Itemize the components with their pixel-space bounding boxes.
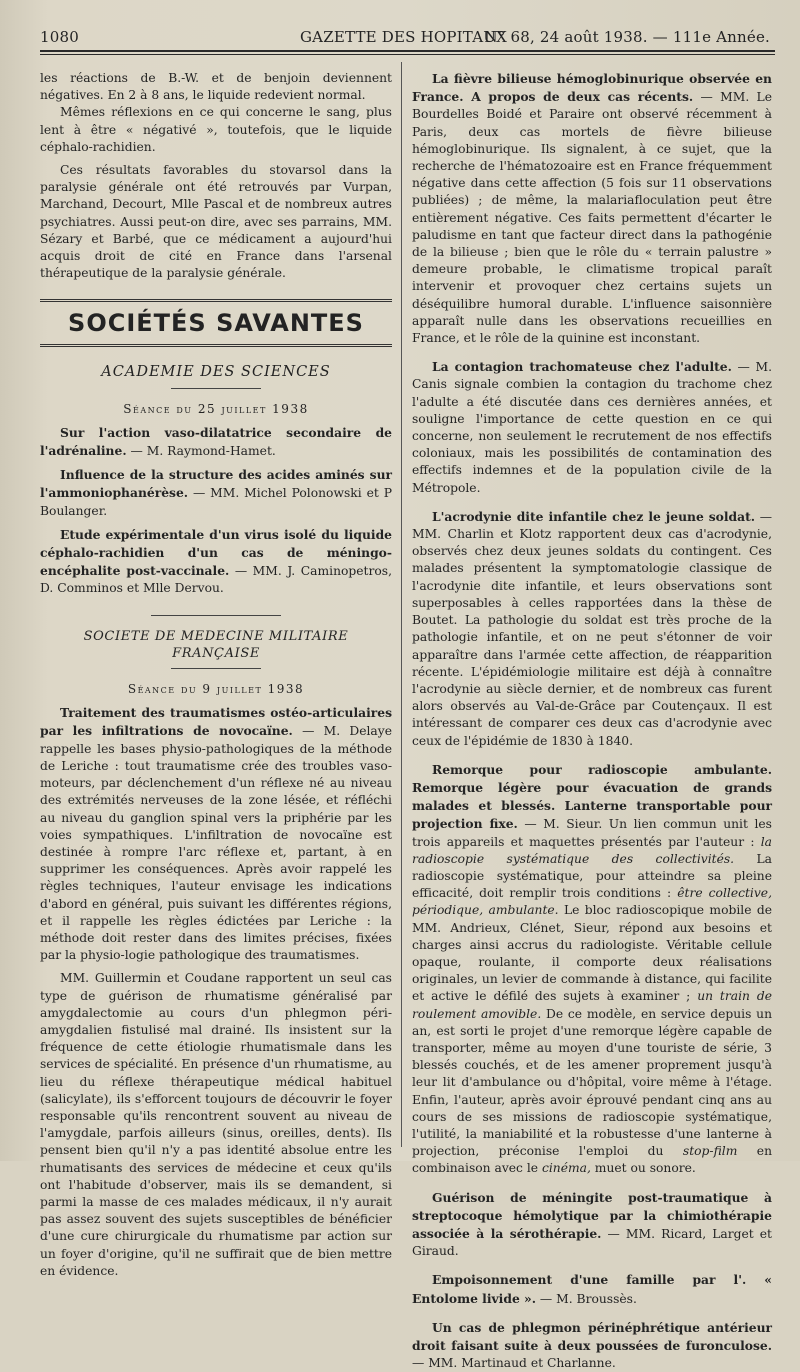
communication-title: Guérison de méningite post-traumatique à streptocoque hémolytique par la chimiothérapie associée à la sérothérapie.	[412, 1189, 772, 1241]
header-rule-thin	[40, 54, 775, 55]
communication-text: — M. Canis signale combien la contagion du trachome chez l'adulte a été discutée dans ces dernières années, et souligne l'importance de cette question en ce qui concerne, non seulement le recrutement de nos effectifs coloniaux, mais les possibilités de contamination des effectifs indemnes et de la population civile de la Métropole.	[412, 360, 772, 495]
communication-title: Empoisonnement d'une famille par l'. « Entolome livide ».	[412, 1272, 772, 1306]
communication	[412, 1189, 772, 1261]
academy-heading: ACADEMIE DES SCIENCES	[101, 364, 331, 381]
paragraph: les réactions de B.-W. et de benjoin deviennent négatives. En 2 à 8 ans, le liquide redevient normal.	[40, 71, 392, 103]
column-divider	[401, 62, 402, 1147]
communication-text: — M. Delaye rappelle les bases physio-pathologiques de la méthode de Leriche : tout traumatisme crée des troubles vaso-moteurs, par déclenchement d'un réflexe né au niveau des extrémités nerveuses de la zone lésée, et réfléchi au niveau du ganglion spinal vers la priphérie par les voies sympathiques. L'infiltration de novocaïne est destinée à rompre l'arc réflexe et, partant, à en supprimer les conséquences. Après avoir rappelé les règles techniques, l'auteur envisage les indications d'abord en général, puis suivant les différentes régions, et il rappelle les règles édictées par Leriche : la méthode doit rester dans des limites précises, fixées par la physio-logie pathologique des traumatismes.	[40, 724, 392, 963]
divider	[171, 668, 261, 669]
communication-title: Traitement des traumatismes ostéo-articulaires par les infiltrations de novocaïne.	[40, 705, 392, 739]
communication-text: — MM. Charlin et Klotz rapportent deux cas d'acrodynie, observés chez deux jeunes soldats du contingent. Ces malades présentent la symptomatologie classique de l'acrodynie dite infantile, et leurs observations sont superposables à celles rapportées dans la thèse de Boutet. La pathologie du soldat est très proche de la pathologie infantile, et on ne peut s'étonner de voir apparaître dans l'armée cette affection, de réapparition récente. L'épidémiologie militaire est déjà à connaître l'acrodynie au siècle dernier, et de nombreux cas furent alors observés au Val-de-Grâce par Coutençaux. Il est intéressant de comparer ces deux cas d'acrodynie avec ceux de l'épidémie de 1830 à 1840.	[412, 509, 772, 748]
communication	[412, 70, 772, 347]
right-column	[412, 70, 772, 1372]
communication	[40, 424, 392, 460]
communication-title: La contagion trachomateuse chez l'adulte.	[432, 359, 732, 375]
communication-authors: — M. Broussès.	[536, 1291, 637, 1306]
paragraph: Ces résultats favorables du stovarsol dans la paralysie générale ont été retrouvés par Vurpan, Marchand, Decourt, Mlle Pascal et de nombreux autres psychiatres. Aussi peut-on dire, avec ses parrains, MM. Sézary et Barbé, que ce médicament a aujourd'hui acquis droit de cité en France dans l'arsenal thérapeutique de la paralysie générale.	[40, 163, 392, 281]
page-number: 1080	[40, 28, 79, 46]
communication	[412, 1271, 772, 1307]
session-date: Séance du 25 juillet 1938	[123, 401, 309, 416]
header-rule	[40, 50, 775, 52]
society-heading: SOCIETE DE MEDECINE MILITAIRE FRANÇAISE	[83, 628, 349, 661]
section-rule	[40, 344, 392, 347]
communication	[412, 508, 772, 750]
section-title: SOCIÉTÉS SAVANTES	[68, 309, 364, 338]
divider	[151, 615, 281, 616]
communication-title: Influence de la structure des acides aminés sur l'ammoniophanérèse.	[40, 467, 392, 501]
communication: Remorque pour radioscopie ambulante. Remorque légère pour évacuation de grands malades et blessés. Lanterne transportable pour projection fixe. — M. Sieur. Un lien commun unit les trois appareils et maquettes présentés par l'auteur : la radioscopie systématique des collectivités. La radioscopie systématique, pour atteindre sa pleine efficacité, doit remplir trois conditions : être collective, périodique, ambulante. Le bloc radioscopique mobile de MM. Andrieux, Clénet, Sieur, répond aux besoins et charges ainsi accrus du radiologiste. Véritable cellule opaque, roulante, il comporte deux réalisations originales, un levier de commande à distance, qui facilite et active le défilé des sujets à examiner ; un train de roulement amovible. De ce modèle, en service depuis un an, est sorti le projet d'une remorque légère capable de transporter, même au moyen d'une touriste de série, 3 blessés couchés, et de les amener proprement jusqu'à leur lit d'ambulance ou d'hôpital, voire même à l'étage. Enfin, l'auteur, après avoir éprouvé pendant cinq ans au cours de ses missions de radioscopie systématique, l'utilité, la maniabilité et la robustesse d'une lanterne à projection, préconise l'emploi du stop-film en combinaison avec le cinéma, muet ou sonore.	[412, 761, 772, 1176]
communication-authors: — M. Raymond-Hamet.	[126, 444, 276, 459]
communication	[40, 704, 392, 964]
communication	[412, 358, 772, 497]
communication-text: — MM. Le Bourdelles Boidé et Paraire ont observé récemment à Paris, deux cas mortels de fièvre bilieuse hémoglobinurique. Ils signalent, à ce sujet, que la recherche de l'hématozoaire est en France fréquemment négative dans cette affection (5 fois sur 11 observations publiées) ; de même, la malariafloculation peut être entièrement négative. Ces faits permettent d'écarter le paludisme en tant que facteur direct dans la pathogénie de la bilieuse ; bien que le rôle du « terrain palustre » demeure probable, le climatisme tropical paraît intervenir et provoquer chez certains sujets un déséquilibre humoral durable. L'influence saisonnière apparaît nulle dans les observations recueillies en France, et le rôle de la quinine est inconstant.	[412, 90, 773, 346]
communication-title: Un cas de phlegmon périnéphrétique antérieur droit faisant suite à deux poussées de furonculose.	[412, 1319, 772, 1354]
page-header	[40, 28, 770, 48]
section-rule	[40, 299, 392, 302]
communication-authors: — MM. Ricard, Larget et Giraud.	[412, 1227, 772, 1259]
communication-title: Sur l'action vaso-dilatatrice secondaire de l'adrénaline.	[40, 424, 392, 459]
communication-authors: — MM. J. Caminopetros, D. Comminos et Mlle Dervou.	[40, 564, 392, 596]
left-column	[40, 70, 392, 1280]
session-date: Séance du 9 juillet 1938	[127, 682, 305, 697]
journal-title: GAZETTE DES HOPITAUX	[300, 28, 507, 46]
communication-title: La fièvre bilieuse hémoglobinurique observée en France. A propos de deux cas récents.	[412, 71, 772, 105]
issue-info: N° 68, 24 août 1938. — 111e Année.	[484, 28, 770, 46]
communication-title: Remorque pour radioscopie ambulante. Remorque légère pour évacuation de grands malades et blessés. Lanterne transportable pour projection fixe.	[412, 761, 772, 832]
paragraph: MM. Guillermin et Coudane rapportent un seul cas type de guérison de rhumatisme généralisé par amygdalectomie au cours d'un phlegmon péri-amygdalien fistulisé mal drainé. Ils insistent sur la fréquence de cette étiologie rhumatismale dans les services de spécialité. En présence d'un rhumatisme, au lieu du réflexe thérapeutique médical habituel (salicylate), ils s'efforcent toujours de découvrir le foyer responsable qu'ils rencontrent souvent au niveau de l'amygdale, parfois ailleurs (sinus, oreilles, dents). Ils pensent bien qu'il n'y a pas identité absolue entre les rhumatisants des services de médecine et ceux qu'ils ont l'habitude d'observer, mais ils se demandent, si parmi la masse de ces malades médicaux, il n'y aurait pas assez souvent des sujets susceptibles de bénéficier d'une cure chirurgicale du rhumatisme par action sur un foyer d'origine, qu'il ne suffirait que de bien mettre en évidence.	[40, 971, 392, 1278]
paragraph: Mêmes réflexions en ce qui concerne le sang, plus lent à être « négativé », toutefois, que le liquide céphalo-rachidien.	[40, 105, 392, 154]
communication-authors: — MM. Michel Polonowski et P Boulanger.	[40, 486, 392, 518]
divider	[171, 388, 261, 389]
communication-title: Etude expérimentale d'un virus isolé du liquide céphalo-rachidien d'un cas de méningo-encéphalite post-vaccinale.	[40, 526, 392, 579]
communication-title: L'acrodynie dite infantile chez le jeune soldat.	[432, 508, 756, 524]
communication	[40, 526, 392, 598]
communication	[40, 466, 392, 520]
communication	[412, 1319, 772, 1372]
communication-authors: — MM. Martinaud et Charlanne.	[412, 1356, 616, 1371]
